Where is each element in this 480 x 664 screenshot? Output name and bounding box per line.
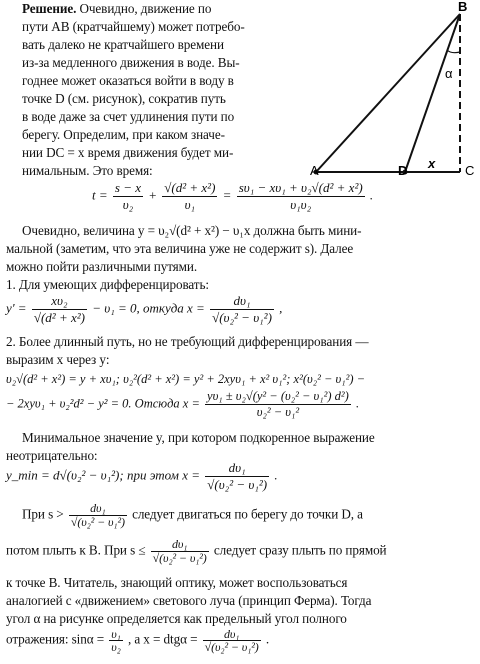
text-line: нии DC = x время движения будет ми- <box>22 145 234 160</box>
text-line: неотрицательно: <box>6 448 98 463</box>
formula-derivative: y' = $\frac{\text{xυ₂}}{\text{√(d² + x²)}}$ − υ₁ = 0, откуда x = $\frac{\text{dυ₁}}{\text{√(υ₂² − υ₁²)}}$ , <box>6 293 283 325</box>
text-line: потом плыть к B. При s ≤ $\frac{\text{dυ₁}}{\text{√(υ₂² − υ₁²)}}$ следует сразу плыть по прямой <box>6 537 387 565</box>
text-line: При s > $\frac{\text{dυ₁}}{\text{√(υ₂² − υ₁²)}}$ следует двигаться по берегу до точки D, а <box>22 501 363 529</box>
text-line: в воде даже за счет удлинения пути по <box>22 109 235 124</box>
text-line: 2. Более длинный путь, но не требующий дифференцирования — <box>6 334 369 349</box>
text-line: Очевидно, величина y = υ₂√(d² + x²) − υ₁x должна быть мини- <box>22 223 362 238</box>
text-line: вать далеко не кратчайшего времени <box>22 37 224 52</box>
text-line: нимальным. Это время: <box>22 163 153 178</box>
text-line: точке D (см. рисунок), сократив путь <box>22 91 226 106</box>
text-line: отражения: sinα = $\frac{\text{υ₁}}{\text{υ₂}}$ , а x = dtgα = $\frac{\text{dυ₁}}{\text{√(υ₂² − υ₁²)}}$ . <box>6 627 270 654</box>
label-x: x <box>428 156 436 171</box>
text-line: к точке B. Читатель, знающий оптику, может воспользоваться <box>6 575 348 590</box>
text-line: из-за медленного движения в воде. Вы- <box>22 55 240 70</box>
label-D: D <box>398 163 408 178</box>
segment-AB <box>316 14 460 172</box>
angle-alpha-arc <box>447 50 460 53</box>
text-line: аналогией с «движением» светового луча (принцип Ферма). Тогда <box>6 593 372 608</box>
text-line: мальной (заметим, что эта величина уже не содержит s). Далее <box>6 241 354 256</box>
label-alpha: α <box>445 66 453 81</box>
text-line: Решение. Очевидно, движение по <box>22 1 212 16</box>
geometry-figure <box>308 0 480 182</box>
text-line: Минимальное значение y, при котором подкоренное выражение <box>22 430 375 445</box>
text-line: можно пойти различными путями. <box>6 259 198 274</box>
formula-quadratic-2: − 2xyυ₁ + υ₂²d² − y² = 0. Отсюда x = $\frac{\text{yυ₁ ± υ₂√(y² − (υ₂² − υ₁²) d²)}}{\text{υ₂² − υ₁²}}$ . <box>6 389 360 419</box>
segment-DB <box>405 14 460 172</box>
formula-ymin: y_min = d√(υ₂² − υ₁²); при этом x = $\frac{\text{dυ₁}}{\text{√(υ₂² − υ₁²)}}$ . <box>6 460 278 492</box>
label-B: B <box>458 0 468 14</box>
text-line: пути AB (кратчайшему) может потребо- <box>22 19 245 34</box>
formula-quadratic-1: υ₂√(d² + x²) = y + xυ₁; υ₂²(d² + x²) = y² + 2xyυ₁ + x² υ₁²; x²(υ₂² − υ₁²) − <box>6 372 366 386</box>
label-C: C <box>465 163 475 178</box>
text-line: 1. Для умеющих дифференцировать: <box>6 277 209 292</box>
label-A: A <box>310 163 319 178</box>
text-line: угол α на рисунке определяется как предельный угол полного <box>6 611 347 626</box>
text-line: берегу. Определим, при каком значе- <box>22 127 225 142</box>
text-line: годнее может оказаться войти в воду в <box>22 73 234 88</box>
text-line: выразим x через y: <box>6 352 110 367</box>
formula-time: t = $\frac{s - x}{\text{υ₂}}$ + $\frac{\text{√(d² + x²)}}{\text{υ₁}}$ = $\frac{\text{sυ₁ − xυ₁ + υ₂√(d² + x²)}}{\text{υ₁υ₂}}$ . <box>92 180 374 212</box>
